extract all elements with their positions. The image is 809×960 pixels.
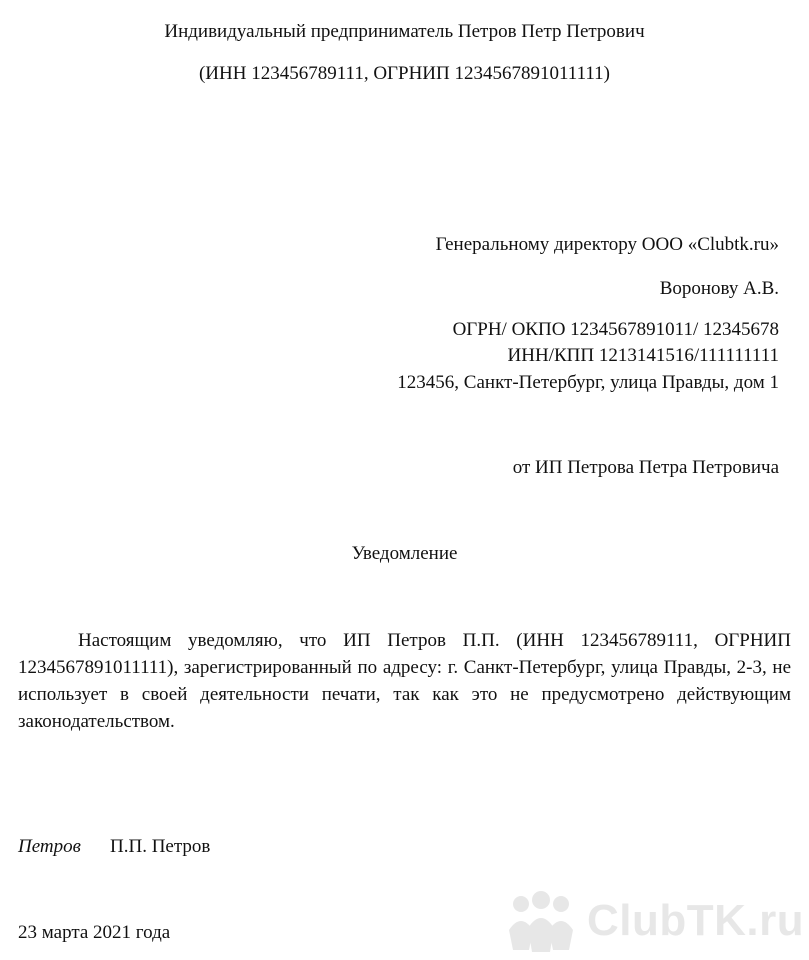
recipient-line-2: Воронову А.В. (659, 278, 779, 299)
header-line-1: Индивидуальный предприниматель Петров Петр Петрович (164, 21, 645, 42)
handwritten-signature: Петров (18, 836, 81, 857)
clubtk-watermark (501, 890, 805, 954)
watermark-text: ClubTK.ru (587, 896, 805, 945)
people-logo-icon (501, 890, 581, 954)
header-line-2: (ИНН 123456789111, ОГРНИП 1234567891011111) (198, 63, 611, 84)
document-title: Уведомление (351, 543, 458, 564)
recipient-line-3: ОГРН/ ОКПО 1234567891011/ 12345678 (452, 319, 779, 340)
recipient-line-5: 123456, Санкт-Петербург, улица Правды, дом 1 (397, 372, 779, 393)
signature-name: П.П. Петров (110, 836, 211, 857)
recipient-line-1: Генеральному директору ООО «Clubtk.ru» (435, 234, 779, 255)
recipient-line-4: ИНН/КПП 1213141516/111111111 (507, 345, 779, 366)
sender-line: от ИП Петрова Петра Петровича (512, 457, 779, 478)
body-paragraph: Настоящим уведомляю, что ИП Петров П.П. (ИНН 123456789111, ОГРНИП 1234567891011111), зарегистрированный по адресу: г. Санкт-Петербург, улица Правды, 2-3, не использует в своей деятельности печати, так как это не предусмотрено действующим законодательством. (18, 630, 791, 732)
document-date: 23 марта 2021 года (18, 922, 171, 943)
